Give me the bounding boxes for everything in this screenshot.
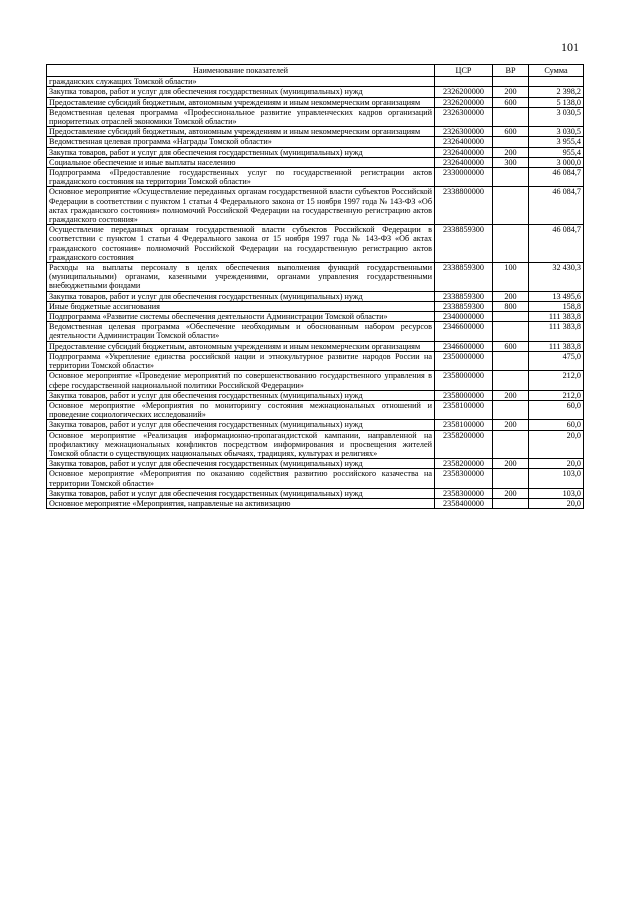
- row-name: гражданских служащих Томской области»: [47, 77, 435, 87]
- row-vr: [493, 77, 529, 87]
- row-sum: 212,0: [529, 371, 584, 390]
- row-name: Закупка товаров, работ и услуг для обеспечения государственных (муниципальных) нужд: [47, 488, 435, 498]
- table-row: [47, 137, 584, 147]
- row-sum: 5 138,0: [529, 97, 584, 107]
- row-vr: [493, 225, 529, 263]
- row-vr: [493, 430, 529, 459]
- header-name: Наименование показателей: [47, 65, 435, 77]
- row-csr: 2358200000: [435, 430, 493, 459]
- page-number: 101: [561, 40, 579, 54]
- row-csr: 2358200000: [435, 459, 493, 469]
- row-csr: 2350000000: [435, 351, 493, 370]
- row-sum: 60,0: [529, 420, 584, 430]
- row-csr: 2338859300: [435, 225, 493, 263]
- row-vr: [493, 351, 529, 370]
- header-vr: ВР: [493, 65, 529, 77]
- table-row: [47, 351, 584, 370]
- table-row: [47, 168, 584, 187]
- row-sum: 13 495,6: [529, 291, 584, 301]
- row-vr: [493, 322, 529, 341]
- table-row: [47, 87, 584, 97]
- row-csr: 2358400000: [435, 498, 493, 508]
- row-csr: 2338859300: [435, 263, 493, 292]
- table-row: [47, 322, 584, 341]
- row-csr: 2326200000: [435, 87, 493, 97]
- table-row: [47, 312, 584, 322]
- row-csr: 2358000000: [435, 371, 493, 390]
- table-row: [47, 459, 584, 469]
- row-name: Подпрограмма «Укрепление единства российской нации и этнокультурное развитие народов России на территории Томской области»: [47, 351, 435, 370]
- table-row: [47, 371, 584, 390]
- row-name: Подпрограмма «Предоставление государственных услуг по государственной регистрации актов гражданского состояния на территории Томской области»: [47, 168, 435, 187]
- row-vr: [493, 168, 529, 187]
- row-name: Закупка товаров, работ и услуг для обеспечения государственных (муниципальных) нужд: [47, 390, 435, 400]
- row-name: Основное мероприятие «Мероприятия, направленые на активизацию: [47, 498, 435, 508]
- row-vr: 200: [493, 488, 529, 498]
- row-name: Ведомственная целевая программа «Награды Томской области»: [47, 137, 435, 147]
- row-csr: 2358300000: [435, 488, 493, 498]
- row-sum: 111 383,8: [529, 341, 584, 351]
- row-sum: 46 084,7: [529, 225, 584, 263]
- row-vr: 200: [493, 390, 529, 400]
- row-sum: [529, 77, 584, 87]
- row-vr: 200: [493, 87, 529, 97]
- row-csr: [435, 77, 493, 87]
- row-vr: 200: [493, 291, 529, 301]
- row-name: Осуществление переданных органам государственной власти субъектов Российской Федерации в соответствии с пунктом 1 статьи 4 Федерального закона от 15 ноября 1997 года № 143-ФЗ «Об актах гражданского состояния» полномочий Российской Федерации на государственную регистрацию актов гражданского состояния: [47, 225, 435, 263]
- row-vr: [493, 312, 529, 322]
- row-csr: 2346600000: [435, 322, 493, 341]
- row-sum: 111 383,8: [529, 322, 584, 341]
- row-vr: 200: [493, 420, 529, 430]
- row-name: Основное мероприятие «Проведение мероприятий по совершенствованию государственного управления в сфере государственной национальной политики Российской Федерации»: [47, 371, 435, 390]
- row-name: Социальное обеспечение и иные выплаты населению: [47, 157, 435, 167]
- row-sum: 20,0: [529, 430, 584, 459]
- row-sum: 111 383,8: [529, 312, 584, 322]
- row-sum: 3 000,0: [529, 157, 584, 167]
- table-row: [47, 430, 584, 459]
- row-name: Ведомственная целевая программа «Обеспечение необходимым и обоснованным набором ресурсов деятельности Администрации Томской области»: [47, 322, 435, 341]
- row-csr: 2326400000: [435, 137, 493, 147]
- row-sum: 3 030,5: [529, 107, 584, 126]
- row-vr: 600: [493, 127, 529, 137]
- row-sum: 3 955,4: [529, 137, 584, 147]
- row-vr: [493, 107, 529, 126]
- row-csr: 2358100000: [435, 420, 493, 430]
- row-name: Основное мероприятие «Мероприятия по мониторингу состояния межнациональных отношений и проведение социологических исследований»: [47, 400, 435, 419]
- table-row: [47, 77, 584, 87]
- row-sum: 103,0: [529, 488, 584, 498]
- table-row: [47, 469, 584, 488]
- row-csr: 2326300000: [435, 107, 493, 126]
- row-vr: 600: [493, 341, 529, 351]
- row-csr: 2346600000: [435, 341, 493, 351]
- row-name: Закупка товаров, работ и услуг для обеспечения государственных (муниципальных) нужд: [47, 147, 435, 157]
- row-vr: 800: [493, 301, 529, 311]
- row-csr: 2358100000: [435, 400, 493, 419]
- row-vr: 200: [493, 147, 529, 157]
- table-row: [47, 127, 584, 137]
- table-row: [47, 263, 584, 292]
- table-header-row: [47, 65, 584, 77]
- table-row: [47, 488, 584, 498]
- table-row: [47, 498, 584, 508]
- table-body: [47, 77, 584, 509]
- row-csr: 2338800000: [435, 187, 493, 225]
- row-sum: 212,0: [529, 390, 584, 400]
- row-sum: 955,4: [529, 147, 584, 157]
- table-row: [47, 107, 584, 126]
- row-name: Иные бюджетные ассигнования: [47, 301, 435, 311]
- row-csr: 2326400000: [435, 157, 493, 167]
- row-name: Предоставление субсидий бюджетным, автономным учреждениям и иным некоммерческим организациям: [47, 341, 435, 351]
- row-name: Расходы на выплаты персоналу в целях обеспечения выполнения функций государственными (муниципальными) органами, казенными учреждениями, органами управления государственными внебюджетными фондами: [47, 263, 435, 292]
- row-sum: 46 084,7: [529, 187, 584, 225]
- row-sum: 20,0: [529, 459, 584, 469]
- budget-table: [46, 64, 584, 509]
- table-row: [47, 97, 584, 107]
- row-vr: 100: [493, 263, 529, 292]
- table-row: [47, 341, 584, 351]
- table-row: [47, 187, 584, 225]
- row-sum: 46 084,7: [529, 168, 584, 187]
- row-vr: [493, 469, 529, 488]
- row-sum: 32 430,3: [529, 263, 584, 292]
- row-name: Закупка товаров, работ и услуг для обеспечения государственных (муниципальных) нужд: [47, 459, 435, 469]
- table-row: [47, 157, 584, 167]
- row-name: Подпрограмма «Развитие системы обеспечения деятельности Администрации Томской области»: [47, 312, 435, 322]
- table-row: [47, 420, 584, 430]
- row-vr: 200: [493, 459, 529, 469]
- row-name: Предоставление субсидий бюджетным, автономным учреждениям и иным некоммерческим организациям: [47, 127, 435, 137]
- row-csr: 2340000000: [435, 312, 493, 322]
- header-csr: ЦСР: [435, 65, 493, 77]
- table-row: [47, 301, 584, 311]
- row-sum: 3 030,5: [529, 127, 584, 137]
- row-vr: 300: [493, 157, 529, 167]
- row-sum: 60,0: [529, 400, 584, 419]
- row-sum: 158,8: [529, 301, 584, 311]
- row-vr: [493, 187, 529, 225]
- row-vr: [493, 371, 529, 390]
- row-name: Ведомственная целевая программа «Профессиональное развитие управленческих кадров организаций приоритетных отраслей экономики Томской области»: [47, 107, 435, 126]
- row-name: Основное мероприятие «Мероприятия по оказанию содействия развитию российского казачества на территории Томской области»: [47, 469, 435, 488]
- row-name: Закупка товаров, работ и услуг для обеспечения государственных (муниципальных) нужд: [47, 87, 435, 97]
- row-name: Закупка товаров, работ и услуг для обеспечения государственных (муниципальных) нужд: [47, 420, 435, 430]
- row-vr: [493, 498, 529, 508]
- row-sum: 103,0: [529, 469, 584, 488]
- row-csr: 2338859300: [435, 291, 493, 301]
- row-name: Закупка товаров, работ и услуг для обеспечения государственных (муниципальных) нужд: [47, 291, 435, 301]
- table-row: [47, 147, 584, 157]
- row-sum: 475,0: [529, 351, 584, 370]
- row-vr: [493, 137, 529, 147]
- row-csr: 2358000000: [435, 390, 493, 400]
- row-csr: 2326200000: [435, 97, 493, 107]
- row-sum: 20,0: [529, 498, 584, 508]
- table-row: [47, 390, 584, 400]
- row-vr: 600: [493, 97, 529, 107]
- row-csr: 2358300000: [435, 469, 493, 488]
- row-csr: 2326300000: [435, 127, 493, 137]
- row-csr: 2330000000: [435, 168, 493, 187]
- row-csr: 2338859300: [435, 301, 493, 311]
- row-sum: 2 398,2: [529, 87, 584, 97]
- table-row: [47, 400, 584, 419]
- row-name: Предоставление субсидий бюджетным, автономным учреждениям и иным некоммерческим организациям: [47, 97, 435, 107]
- row-vr: [493, 400, 529, 419]
- row-csr: 2326400000: [435, 147, 493, 157]
- row-name: Основное мероприятие «Осуществление переданных органам государственной власти субъектов Российской Федерации в соответствии с пунктом 1 статьи 4 Федерального закона от 15 ноября 1997 года № 143-ФЗ «Об актах гражданского состояния» полномочий Российской Федерации на государственную регистрацию актов гражданского состояния»: [47, 187, 435, 225]
- table-row: [47, 225, 584, 263]
- row-name: Основное мероприятие «Реализация информационно-пропагандистской кампании, направленной на профилактику межнациональных конфликтов посредством информирования и просвещения жителей Томской области о существующих национальных обычаях, традициях, культурах и религиях»: [47, 430, 435, 459]
- table-row: [47, 291, 584, 301]
- header-sum: Сумма: [529, 65, 584, 77]
